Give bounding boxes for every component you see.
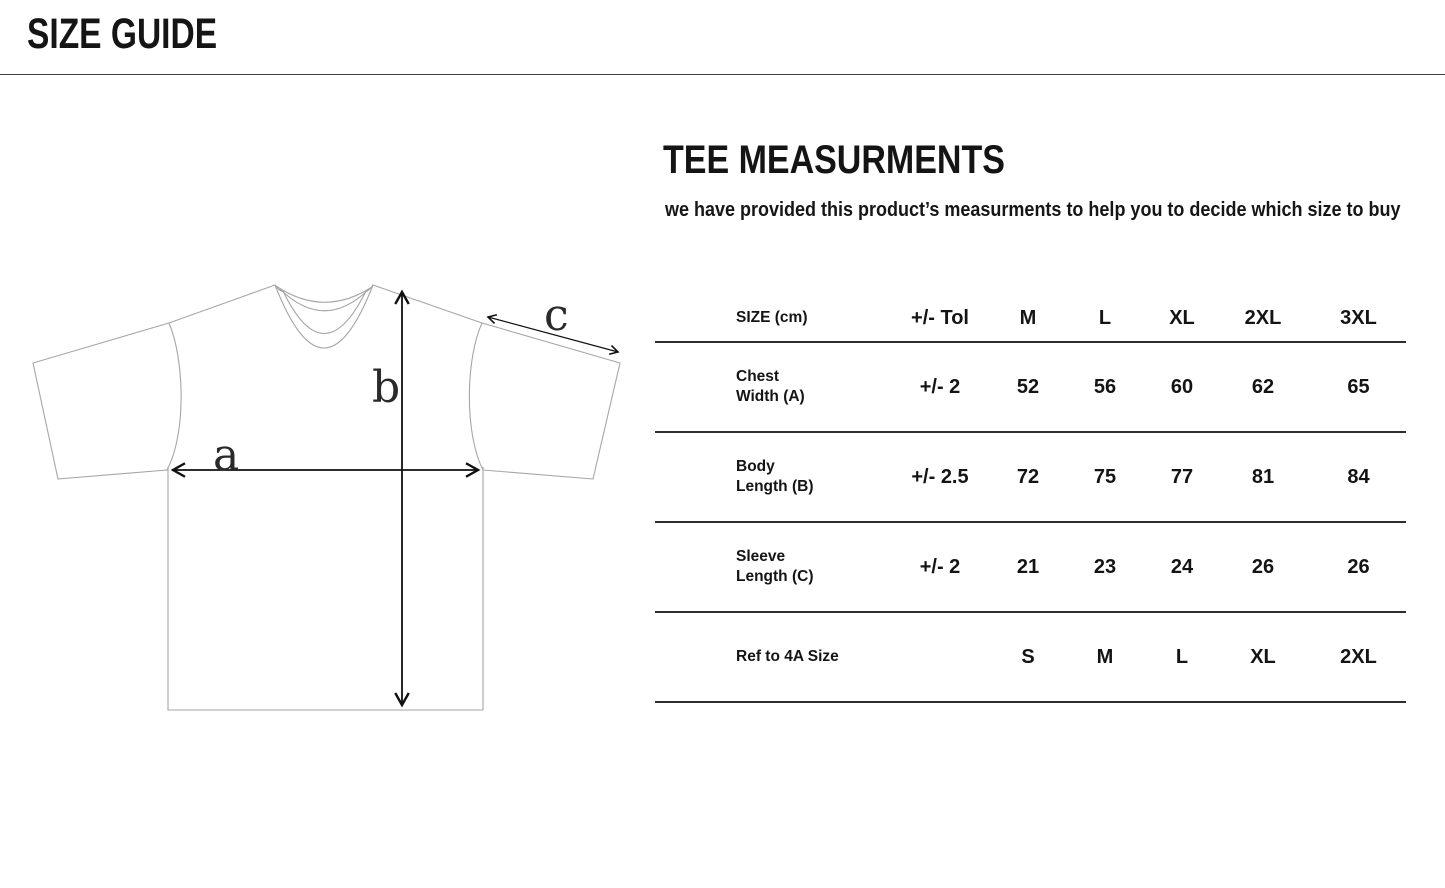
table-row-chest-width <box>655 343 1406 433</box>
header-tolerance-col: +/- Tol <box>911 306 969 329</box>
value-m: 72 <box>1016 465 1040 488</box>
value-l: 75 <box>1093 465 1117 488</box>
value-3xl: 84 <box>1347 465 1370 488</box>
value-xl: 24 <box>1170 555 1194 578</box>
header-size-col: SIZE (cm) <box>736 309 808 326</box>
tee-outline <box>33 285 620 710</box>
value-3xl: 2XL <box>1340 645 1377 668</box>
header-size-l: L <box>1098 306 1112 329</box>
row-label: Ref to 4A Size <box>736 648 839 665</box>
value-2xl: 81 <box>1251 465 1275 488</box>
value-2xl: 62 <box>1251 375 1275 398</box>
value-3xl: 65 <box>1347 375 1370 398</box>
value-l: 23 <box>1093 555 1117 578</box>
value-2xl: 26 <box>1251 555 1275 578</box>
row-tolerance: +/- 2 <box>919 555 961 578</box>
value-l: M <box>1096 645 1114 668</box>
value-xl: L <box>1175 645 1189 668</box>
table-row-body-length <box>655 433 1406 523</box>
diagram-label-a: a <box>213 430 240 481</box>
row-label: Body Length (B) <box>736 458 814 495</box>
table-row-sleeve-length <box>655 523 1406 613</box>
size-table <box>655 295 1406 703</box>
table-header-row <box>655 295 1406 343</box>
value-m: 52 <box>1016 375 1040 398</box>
value-xl: 77 <box>1170 465 1194 488</box>
diagram-label-b: b <box>372 362 401 413</box>
row-tolerance: +/- 2 <box>919 375 961 398</box>
value-l: 56 <box>1093 375 1117 398</box>
section-subheading: we have provided this product’s measurments to help you to decide which size to buy <box>665 199 1401 221</box>
header-size-3xl: 3XL <box>1340 306 1377 329</box>
value-2xl: XL <box>1250 645 1276 668</box>
value-xl: 60 <box>1170 375 1194 398</box>
table-row-ref-size <box>655 613 1406 703</box>
header-divider <box>0 74 1445 75</box>
section-heading: TEE MEASURMENTS <box>663 138 1005 182</box>
tee-measurement-diagram <box>0 0 660 760</box>
row-label: Sleeve Length (C) <box>736 548 814 585</box>
value-m: S <box>1021 645 1035 668</box>
row-tolerance: +/- 2.5 <box>911 465 969 488</box>
header-size-m: M <box>1019 306 1037 329</box>
header-size-xl: XL <box>1169 306 1195 329</box>
diagram-label-c: c <box>544 290 569 341</box>
page-title: SIZE GUIDE <box>27 10 218 58</box>
value-3xl: 26 <box>1347 555 1370 578</box>
value-m: 21 <box>1016 555 1040 578</box>
measurement-arrows <box>173 292 618 705</box>
header-size-2xl: 2XL <box>1244 306 1282 329</box>
row-label: Chest Width (A) <box>736 368 805 405</box>
